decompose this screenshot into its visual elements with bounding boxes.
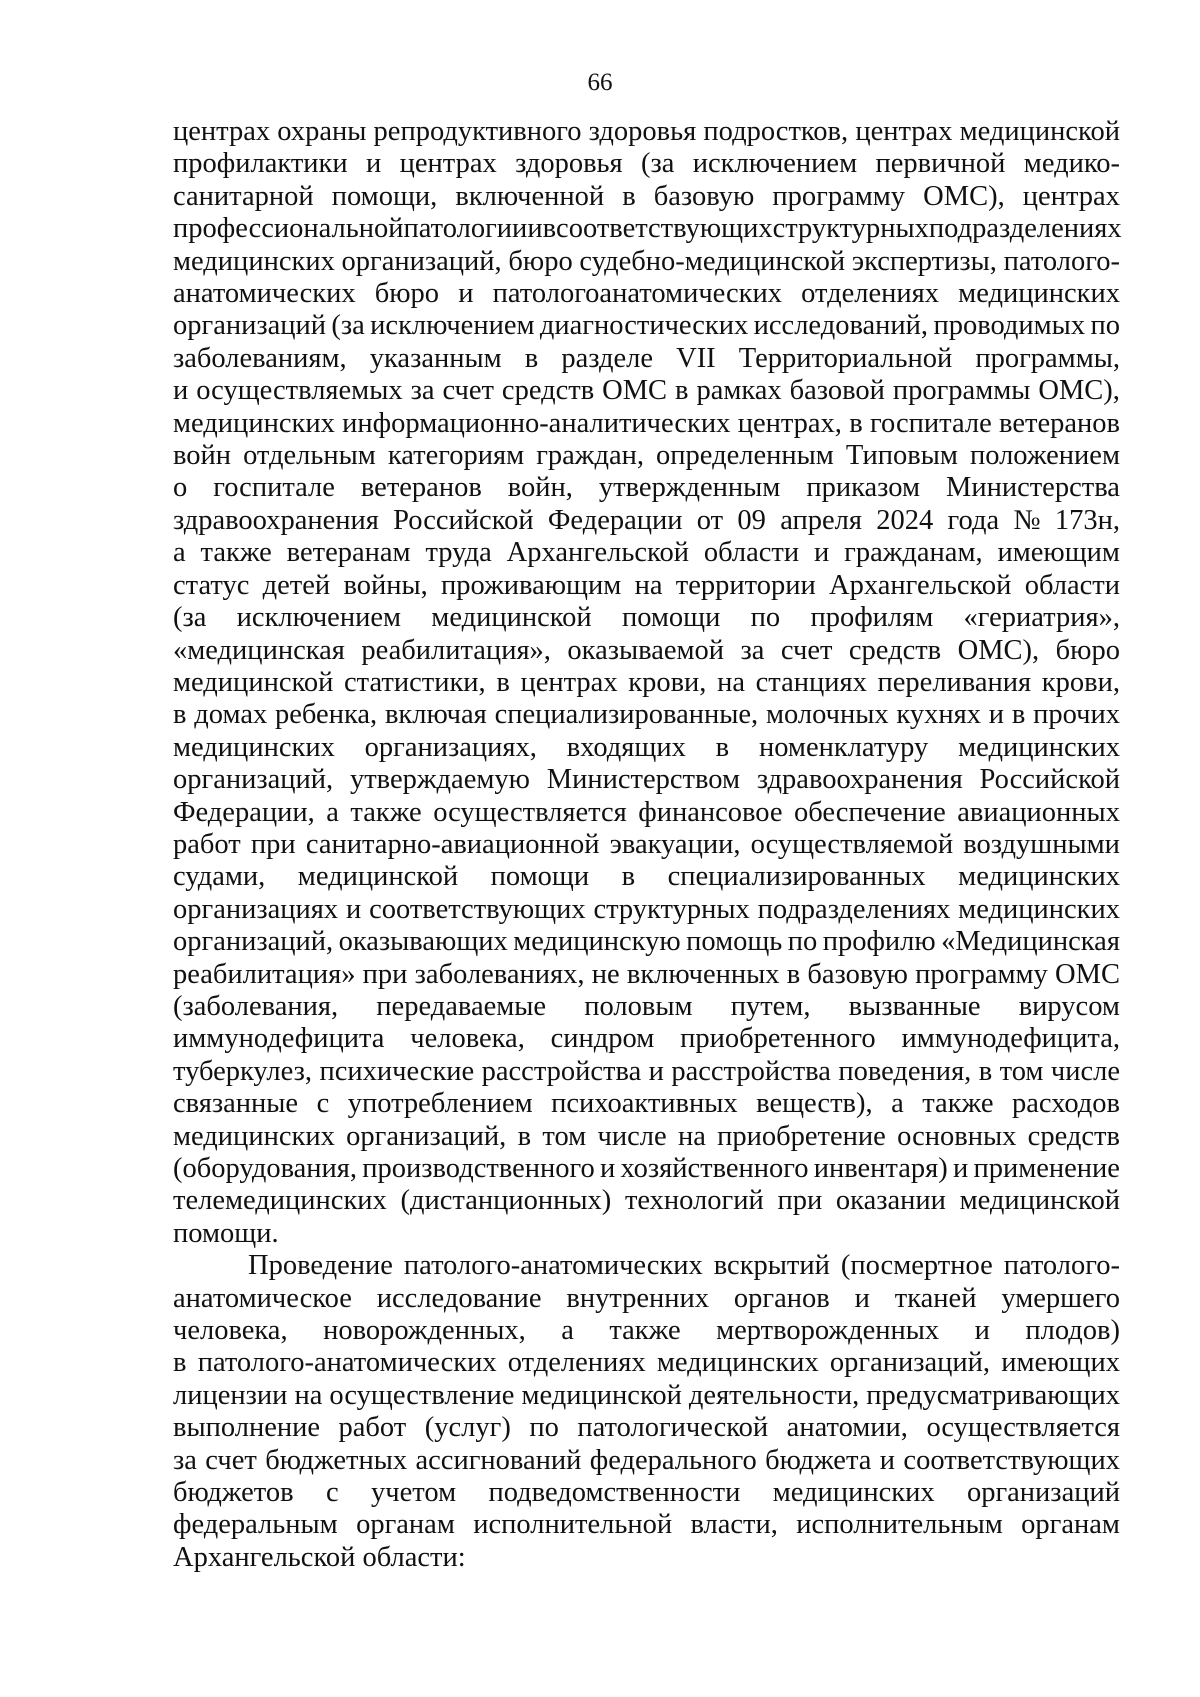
text-line: анатомическое исследование внутренних органов и тканей умершего bbox=[173, 1282, 1120, 1314]
text-line: статус детей войны, проживающим на территории Архангельской области bbox=[173, 569, 1120, 601]
text-line: профессиональной патологии и в соответствующих структурных подразделениях bbox=[173, 213, 1122, 245]
text-line: туберкулез, психические расстройства и расстройства поведения, в том числе bbox=[173, 1055, 1120, 1087]
text-line: организаций, оказывающих медицинскую помощь по профилю «Медицинская bbox=[173, 926, 1120, 958]
text-line: лицензии на осуществление медицинской деятельности, предусматривающих bbox=[173, 1379, 1120, 1411]
text-line: судами, медицинской помощи в специализированных медицинских bbox=[173, 861, 1120, 893]
text-line: медицинских организациях, входящих в номенклатуру медицинских bbox=[173, 731, 1120, 763]
text-line: организациях и соответствующих структурных подразделениях медицинских bbox=[173, 893, 1120, 925]
text-line: телемедицинских (дистанционных) технологий при оказании медицинской bbox=[173, 1185, 1120, 1217]
page-number: 66 bbox=[587, 69, 613, 96]
text-line: реабилитация» при заболеваниях, не включенных в базовую программу ОМС bbox=[173, 958, 1120, 990]
text-line: помощи. bbox=[173, 1217, 279, 1249]
text-line: центрах охраны репродуктивного здоровья подростков, центрах медицинской bbox=[173, 116, 1120, 147]
text-line: (оборудования, производственного и хозяйственного инвентаря) и применение bbox=[173, 1153, 1120, 1184]
text-line: (за исключением медицинской помощи по профилям «гериатрия», bbox=[173, 602, 1120, 634]
text-line: Проведение патолого-анатомических вскрытий (посмертное патолого- bbox=[248, 1250, 1120, 1282]
paragraph-2 bbox=[173, 1250, 1120, 1574]
text-line: (заболевания, передаваемые половым путем, вызванные вирусом bbox=[173, 990, 1120, 1022]
text-line: и осуществляемых за счет средств ОМС в рамках базовой программы ОМС), bbox=[173, 375, 1120, 407]
text-line: войн отдельным категориям граждан, определенным Типовым положением bbox=[173, 440, 1120, 472]
text-line: связанные с употреблением психоактивных веществ), а также расходов bbox=[173, 1088, 1120, 1120]
text-line: выполнение работ (услуг) по патологической анатомии, осуществляется bbox=[173, 1412, 1120, 1444]
text-line: за счет бюджетных ассигнований федерального бюджета и соответствующих bbox=[173, 1444, 1120, 1476]
text-line: организаций, утверждаемую Министерством здравоохранения Российской bbox=[173, 764, 1120, 796]
text-line: организаций (за исключением диагностических исследований, проводимых по bbox=[173, 310, 1120, 342]
text-line: анатомических бюро и патологоанатомических отделениях медицинских bbox=[173, 278, 1120, 310]
text-line: в домах ребенка, включая специализированные, молочных кухнях и в прочих bbox=[173, 699, 1120, 731]
text-line: медицинских информационно-аналитических центрах, в госпитале ветеранов bbox=[173, 407, 1120, 439]
text-line: в патолого-анатомических отделениях медицинских организаций, имеющих bbox=[173, 1347, 1120, 1379]
text-line: медицинских организаций, в том числе на приобретение основных средств bbox=[173, 1120, 1120, 1152]
text-line: медицинских организаций, бюро судебно-медицинской экспертизы, патолого- bbox=[173, 245, 1120, 277]
text-line: медицинской статистики, в центрах крови, на станциях переливания крови, bbox=[173, 666, 1120, 698]
text-line: здравоохранения Российской Федерации от 09 апреля 2024 года № 173н, bbox=[173, 504, 1120, 536]
text-line: о госпитале ветеранов войн, утвержденным приказом Министерства bbox=[173, 472, 1120, 504]
document-body bbox=[173, 116, 1120, 1574]
text-line: «медицинская реабилитация», оказываемой за счет средств ОМС), бюро bbox=[173, 634, 1120, 666]
text-line: профилактики и центрах здоровья (за исключением первичной медико- bbox=[173, 148, 1120, 180]
text-line: Архангельской области: bbox=[173, 1541, 466, 1573]
text-line: человека, новорожденных, а также мертворожденных и плодов) bbox=[173, 1315, 1120, 1347]
text-line: Федерации, а также осуществляется финансовое обеспечение авиационных bbox=[173, 796, 1120, 828]
text-line: работ при санитарно-авиационной эвакуации, осуществляемой воздушными bbox=[173, 828, 1120, 860]
text-line: заболеваниям, указанным в разделе VII Территориальной программы, bbox=[173, 342, 1120, 374]
text-line: иммунодефицита человека, синдром приобретенного иммунодефицита, bbox=[173, 1023, 1120, 1055]
text-line: а также ветеранам труда Архангельской области и гражданам, имеющим bbox=[173, 537, 1120, 569]
text-line: федеральным органам исполнительной власти, исполнительным органам bbox=[173, 1509, 1120, 1541]
paragraph-1 bbox=[173, 116, 1120, 1250]
text-line: бюджетов с учетом подведомственности медицинских организаций bbox=[173, 1477, 1120, 1509]
text-line: санитарной помощи, включенной в базовую программу ОМС), центрах bbox=[173, 180, 1120, 212]
